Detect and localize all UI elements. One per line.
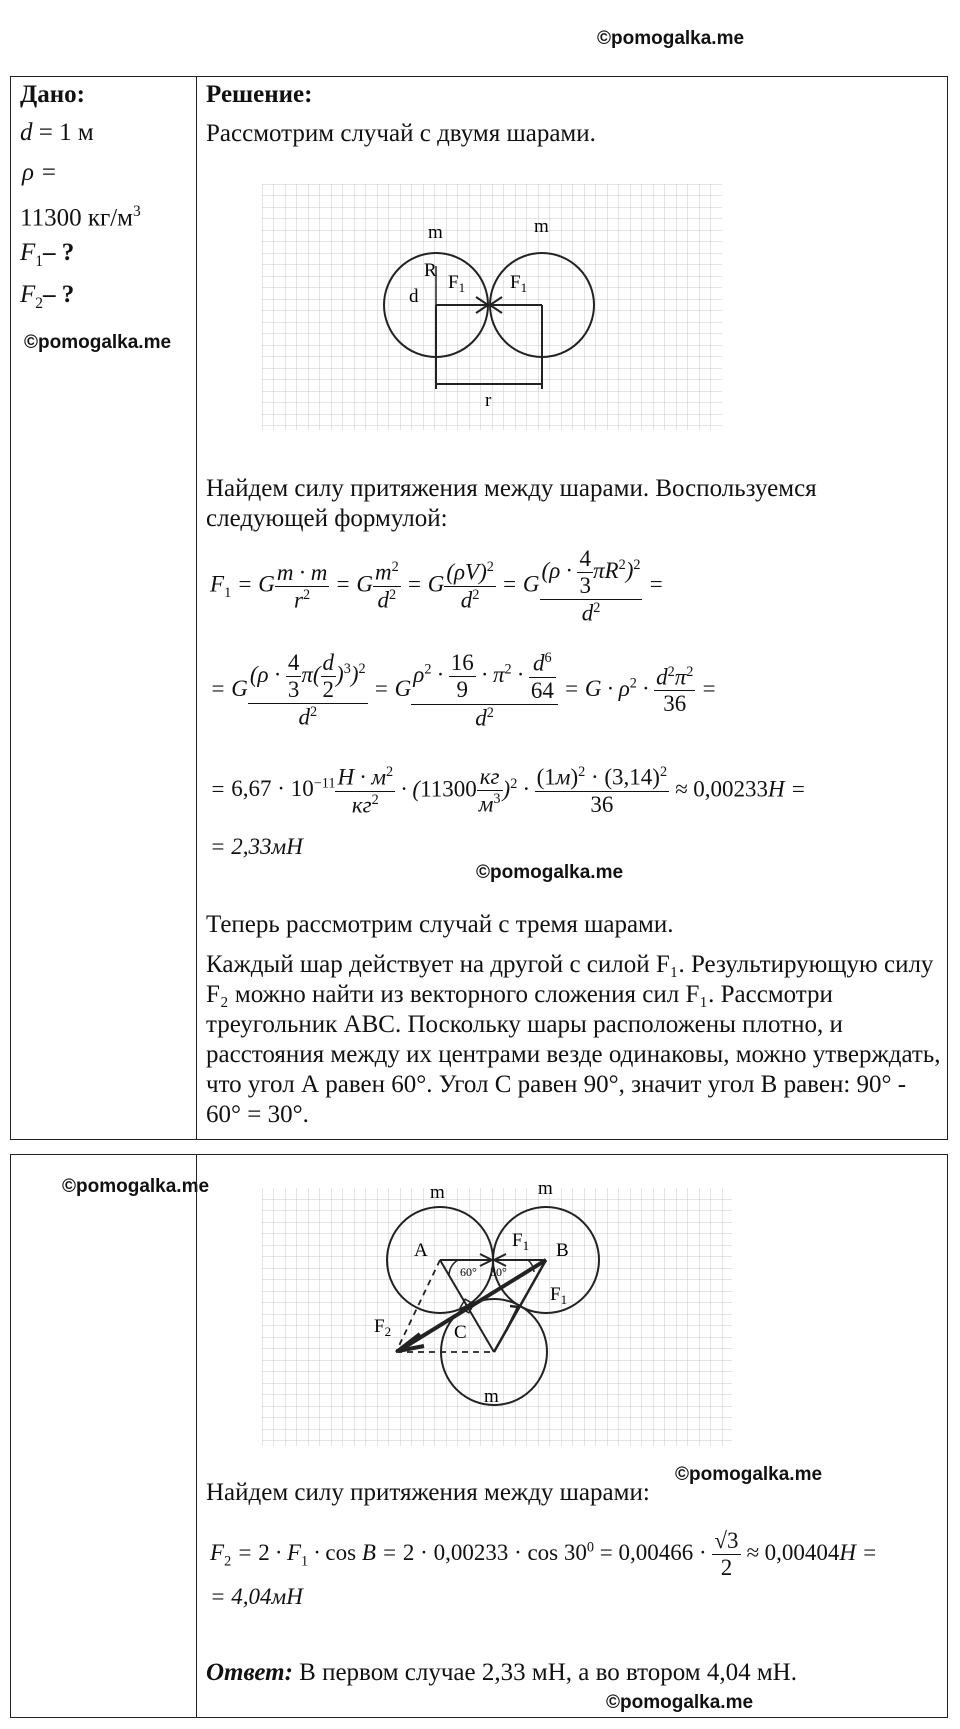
- three-balls-diagram: [262, 1176, 732, 1446]
- given-f1: $F_1-$ ?: [20, 239, 75, 270]
- given-f2: $F_2-$ ?: [20, 281, 75, 312]
- watermark-given: ©pomogalka.me: [24, 332, 172, 353]
- given-rho-value: 11300 $кг/м^3$: [20, 203, 141, 232]
- force-right-label: $F_1$: [510, 272, 528, 295]
- force-f1-side-label: $F_1$: [550, 1284, 568, 1307]
- vertex-c-label: C: [454, 1322, 467, 1343]
- mass-left-label: m: [428, 222, 443, 243]
- mass-a-label: m: [430, 1182, 445, 1203]
- f2-formula: $F_2 = 2 \cdot F_1 \cdot \cos B = 2 \cdot 0,00233 \cdot \cos 30^0 = 0,00466$ · $\frac{√3}{2}$ ≈ 0,00404H =: [210, 1528, 878, 1580]
- distance-label: r: [485, 390, 492, 411]
- find-force-text: Найдем силу притяжения между шарами. Воспользуемся следующей формулой:: [206, 475, 817, 532]
- f1-formula-line2: = G (ρ · $\frac{4}{3}$ π( $\frac{d}{2}$ )$^3$)$^2$ $d^2$ = G $\rho^2$ · $\frac{16}{9}$ · $\pi^2$ · $\frac{d^6}{64}$ $d^2$ = $G \cdot \rho^2$ · $\frac{d^2\pi^2}{36}$ =: [210, 650, 717, 731]
- table-2-divider: [196, 1154, 197, 1718]
- solution-intro: Рассмотрим случай с двумя шарами.: [206, 120, 596, 147]
- mass-b-label: m: [538, 1178, 553, 1199]
- force-f1-top-label: $F_1$: [512, 1230, 530, 1253]
- f1-result: = 2,33мН: [210, 834, 303, 859]
- watermark-top: ©pomogalka.me: [597, 28, 745, 49]
- f1-formula-line1: $F_1 = G$ $\frac{m \cdot m}{r^2}$ = G $\frac{m^2}{d^2}$ = G $\frac{(\rho V)^2}{d^2}$ = G (ρ · $\frac{4}{3}$ $\pi R^2)^2$ $d^2$ =: [210, 546, 664, 626]
- watermark-second-left: ©pomogalka.me: [62, 1176, 210, 1197]
- three-balls-text: Теперь рассмотрим случай с тремя шарами.: [206, 911, 674, 938]
- f2-result: = 4,04мН: [210, 1584, 303, 1609]
- mass-right-label: m: [534, 216, 549, 237]
- given-d: d = 1 м: [20, 119, 94, 146]
- mass-c-label: m: [484, 1386, 499, 1407]
- vertex-a-label: A: [414, 1240, 428, 1261]
- angle-60-label: 60°: [460, 1265, 477, 1279]
- force-f2-label: $F_2$: [374, 1316, 392, 1339]
- f1-formula-line3: = $6,67 \cdot 10^{-11}$ $\frac{Н \cdot м^2}{кг^2}$ · (11300 $\frac{кг}{м^3}$ )$^2$ · $\frac{(1м)^2 \cdot (3,14)^2}{36}$ ≈ 0,00233H =: [210, 764, 806, 818]
- watermark-bottom: ©pomogalka.me: [606, 1692, 754, 1713]
- vertex-b-label: B: [556, 1240, 569, 1261]
- diameter-label: d: [409, 286, 419, 307]
- answer: Ответ: В первом случае 2,33 мН, а во втором 4,04 мН.: [206, 1659, 797, 1686]
- solution-title: Решение:: [206, 81, 313, 108]
- watermark-second-right: ©pomogalka.me: [675, 1464, 823, 1485]
- find-force2-text: Найдем силу притяжения между шарами:: [206, 1479, 650, 1506]
- two-balls-diagram: [262, 184, 722, 430]
- vector-explanation: Каждый шар действует на другой с силой F₁. Результирующую силу F₂ можно найти из векторного сложения сил F₁. Рассмотри треугольник АВС. Поскольку шары расположены плотно, и расстояния между их центрами везде одинаковы, можно утверждать, что угол А равен 60°. Угол С равен 90°, значит угол В равен: 90° - 60° = 30°.: [206, 951, 941, 1128]
- watermark-middle: ©pomogalka.me: [476, 862, 624, 883]
- table-1-divider: [196, 76, 197, 1140]
- radius-label: R: [424, 260, 437, 281]
- grid-background: [262, 1188, 732, 1446]
- given-rho-label: ρ =: [22, 159, 58, 186]
- force-left-label: $F_1$: [448, 272, 466, 295]
- angle-30-label: 30°: [490, 1265, 507, 1279]
- given-title: Дано:: [20, 81, 85, 108]
